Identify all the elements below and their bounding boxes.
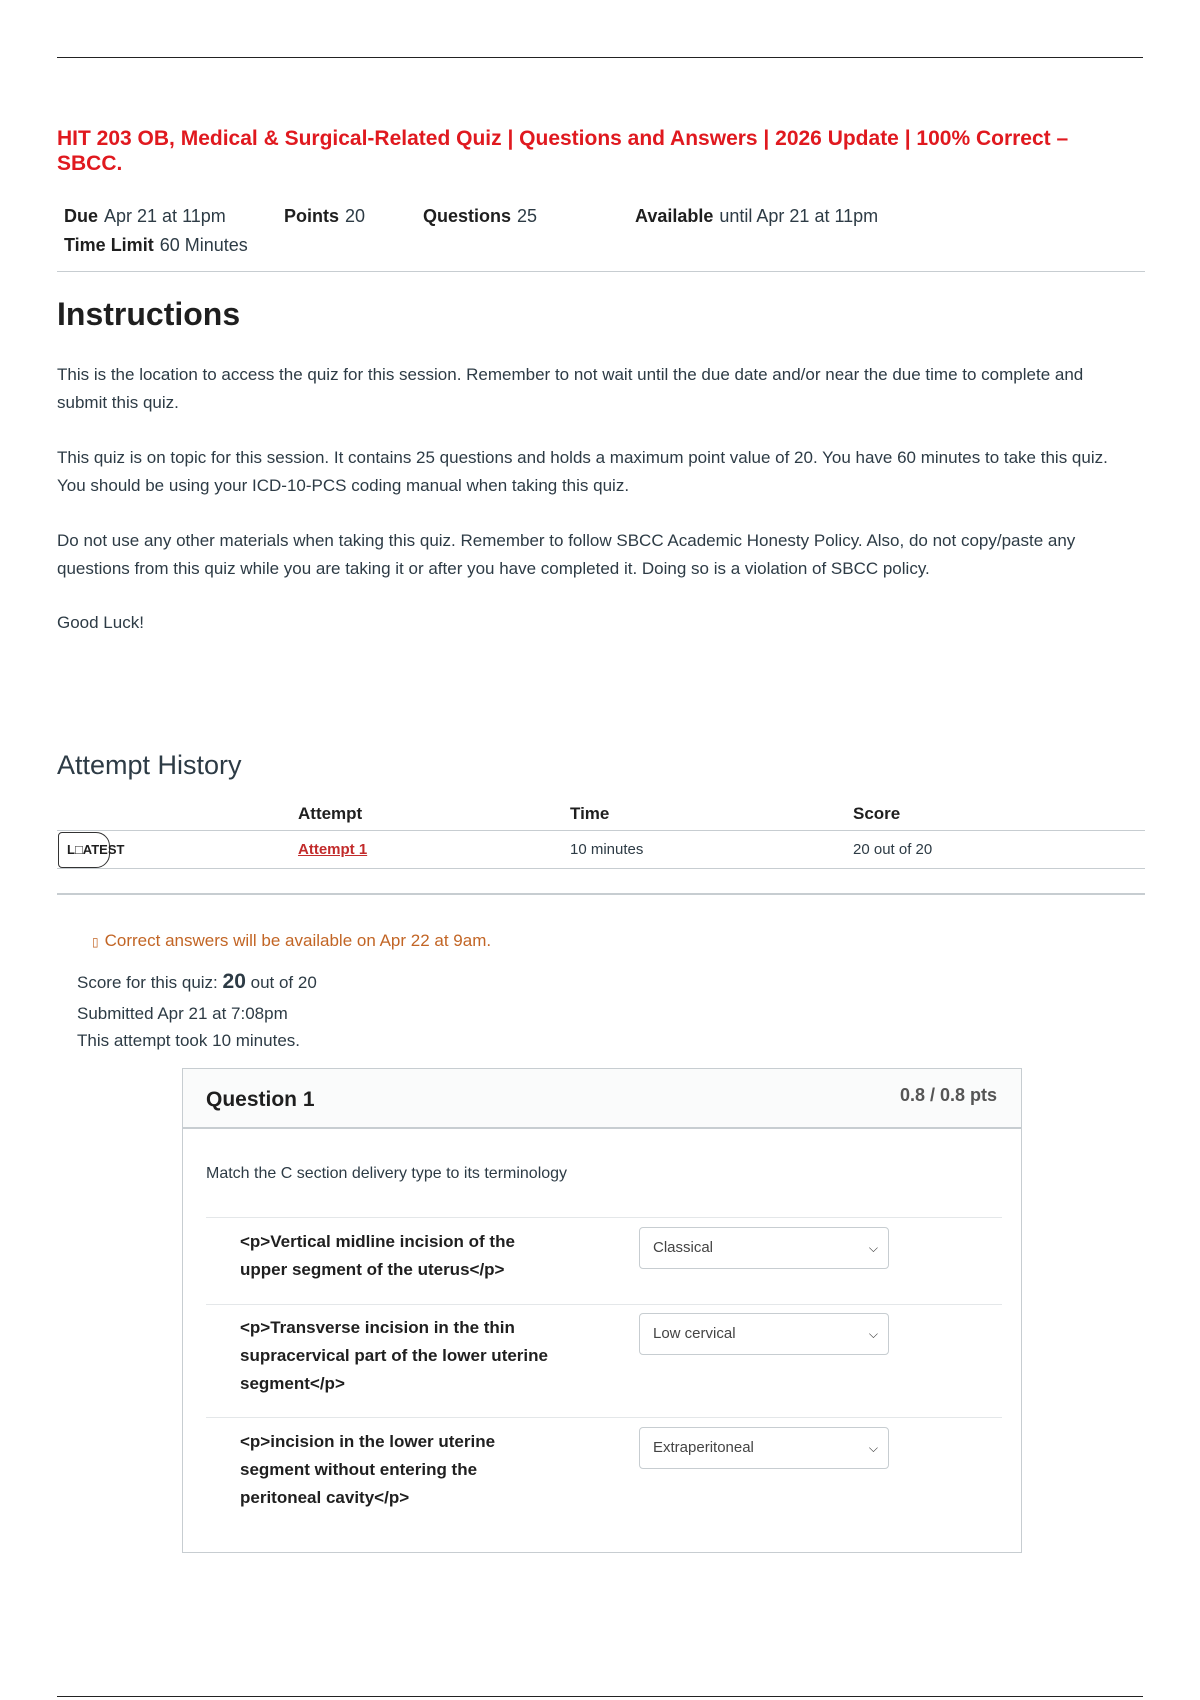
top-rule [57, 57, 1143, 58]
quiz-score [77, 970, 317, 994]
available-value: until Apr 21 at 11pm [719, 206, 879, 226]
instructions-paragraph: Good Luck! [57, 613, 144, 632]
questions-label: Questions [423, 206, 512, 226]
correct-answers-notice [92, 931, 491, 951]
match-divider [206, 1217, 1002, 1218]
available-label: Available [635, 206, 714, 226]
match-prompt: <p>Vertical midline incision of the upper segment of the uterus</p> [240, 1232, 515, 1279]
match-prompt: <p>incision in the lower uterine segment without entering the peritoneal cavity</p> [240, 1432, 496, 1507]
due-meta [64, 206, 226, 227]
instructions-heading: Instructions [57, 296, 241, 332]
column-header-attempt: Attempt [298, 804, 363, 823]
time-limit-label: Time Limit [64, 235, 154, 255]
meta-divider [57, 271, 1145, 272]
select-value: Classical [653, 1239, 714, 1256]
question-text: Match the C section delivery type to its terminology [206, 1165, 568, 1182]
bottom-rule [57, 1696, 1143, 1697]
notice-text: Correct answers will be available on Apr 22 at 9am. [104, 931, 492, 950]
attempt-duration: This attempt took 10 minutes. [77, 1031, 300, 1050]
match-answer-select[interactable] [639, 1227, 889, 1269]
due-label: Due [64, 206, 99, 226]
points-meta [284, 206, 365, 227]
info-icon: ▯ [92, 935, 99, 949]
chevron-down-icon: ⌵ [868, 1241, 878, 1255]
time-limit-meta [64, 235, 248, 256]
chevron-down-icon: ⌵ [868, 1441, 878, 1455]
submitted-time: Submitted Apr 21 at 7:08pm [77, 1004, 288, 1023]
points-value: 20 [345, 206, 366, 226]
latest-badge: L□ATEST [58, 832, 110, 868]
match-divider [206, 1304, 1002, 1305]
question-card [182, 1068, 1022, 1553]
score-value: 20 [222, 970, 246, 993]
match-answer-select[interactable] [639, 1313, 889, 1355]
match-divider [206, 1417, 1002, 1418]
questions-meta [423, 206, 537, 227]
table-row-divider [57, 868, 1145, 869]
instructions-paragraph: Do not use any other materials when taking this quiz. Remember to follow SBCC Academic Honesty Policy. Also, do not copy/paste any questions from this quiz while you are taking it or after you have completed it. Doing so is a violation of SBCC policy. [57, 531, 1076, 578]
attempt-link[interactable] [298, 841, 367, 858]
column-header-time: Time [570, 804, 610, 823]
column-header-score: Score [853, 804, 901, 823]
points-label: Points [284, 206, 340, 226]
attempt-time: 10 minutes [570, 841, 644, 858]
question-header [183, 1069, 1021, 1129]
section-divider [57, 893, 1145, 895]
attempt-link-label[interactable]: Attempt 1 [298, 841, 368, 858]
due-value: Apr 21 at 11pm [104, 206, 226, 226]
table-header-divider [57, 830, 1145, 831]
select-value: Low cervical [653, 1325, 736, 1342]
match-answer-select[interactable] [639, 1427, 889, 1469]
time-limit-value: 60 Minutes [159, 235, 248, 255]
chevron-down-icon: ⌵ [868, 1327, 878, 1341]
score-suffix: out of 20 [250, 973, 317, 992]
question-title: Question 1 [206, 1088, 315, 1111]
attempt-score: 20 out of 20 [853, 841, 933, 858]
document-title: HIT 203 OB, Medical & Surgical-Related Quiz | Questions and Answers | 2026 Update | 100% Correct – SBCC. [57, 127, 1069, 175]
question-points: 0.8 / 0.8 pts [899, 1085, 997, 1105]
score-label: Score for this quiz: [77, 973, 218, 992]
available-meta [635, 206, 878, 227]
attempt-history-heading: Attempt History [57, 750, 242, 780]
instructions-paragraph: This quiz is on topic for this session. It contains 25 questions and holds a maximum point value of 20. You have 60 minutes to take this quiz. You should be using your ICD-10-PCS coding manual when taking this quiz. [57, 448, 1108, 495]
questions-value: 25 [517, 206, 538, 226]
select-value: Extraperitoneal [653, 1439, 754, 1456]
instructions-paragraph: This is the location to access the quiz for this session. Remember to not wait until the due date and/or near the due time to complete and submit this quiz. [57, 365, 1084, 412]
match-prompt: <p>Transverse incision in the thin supracervical part of the lower uterine segment</p> [240, 1318, 548, 1393]
